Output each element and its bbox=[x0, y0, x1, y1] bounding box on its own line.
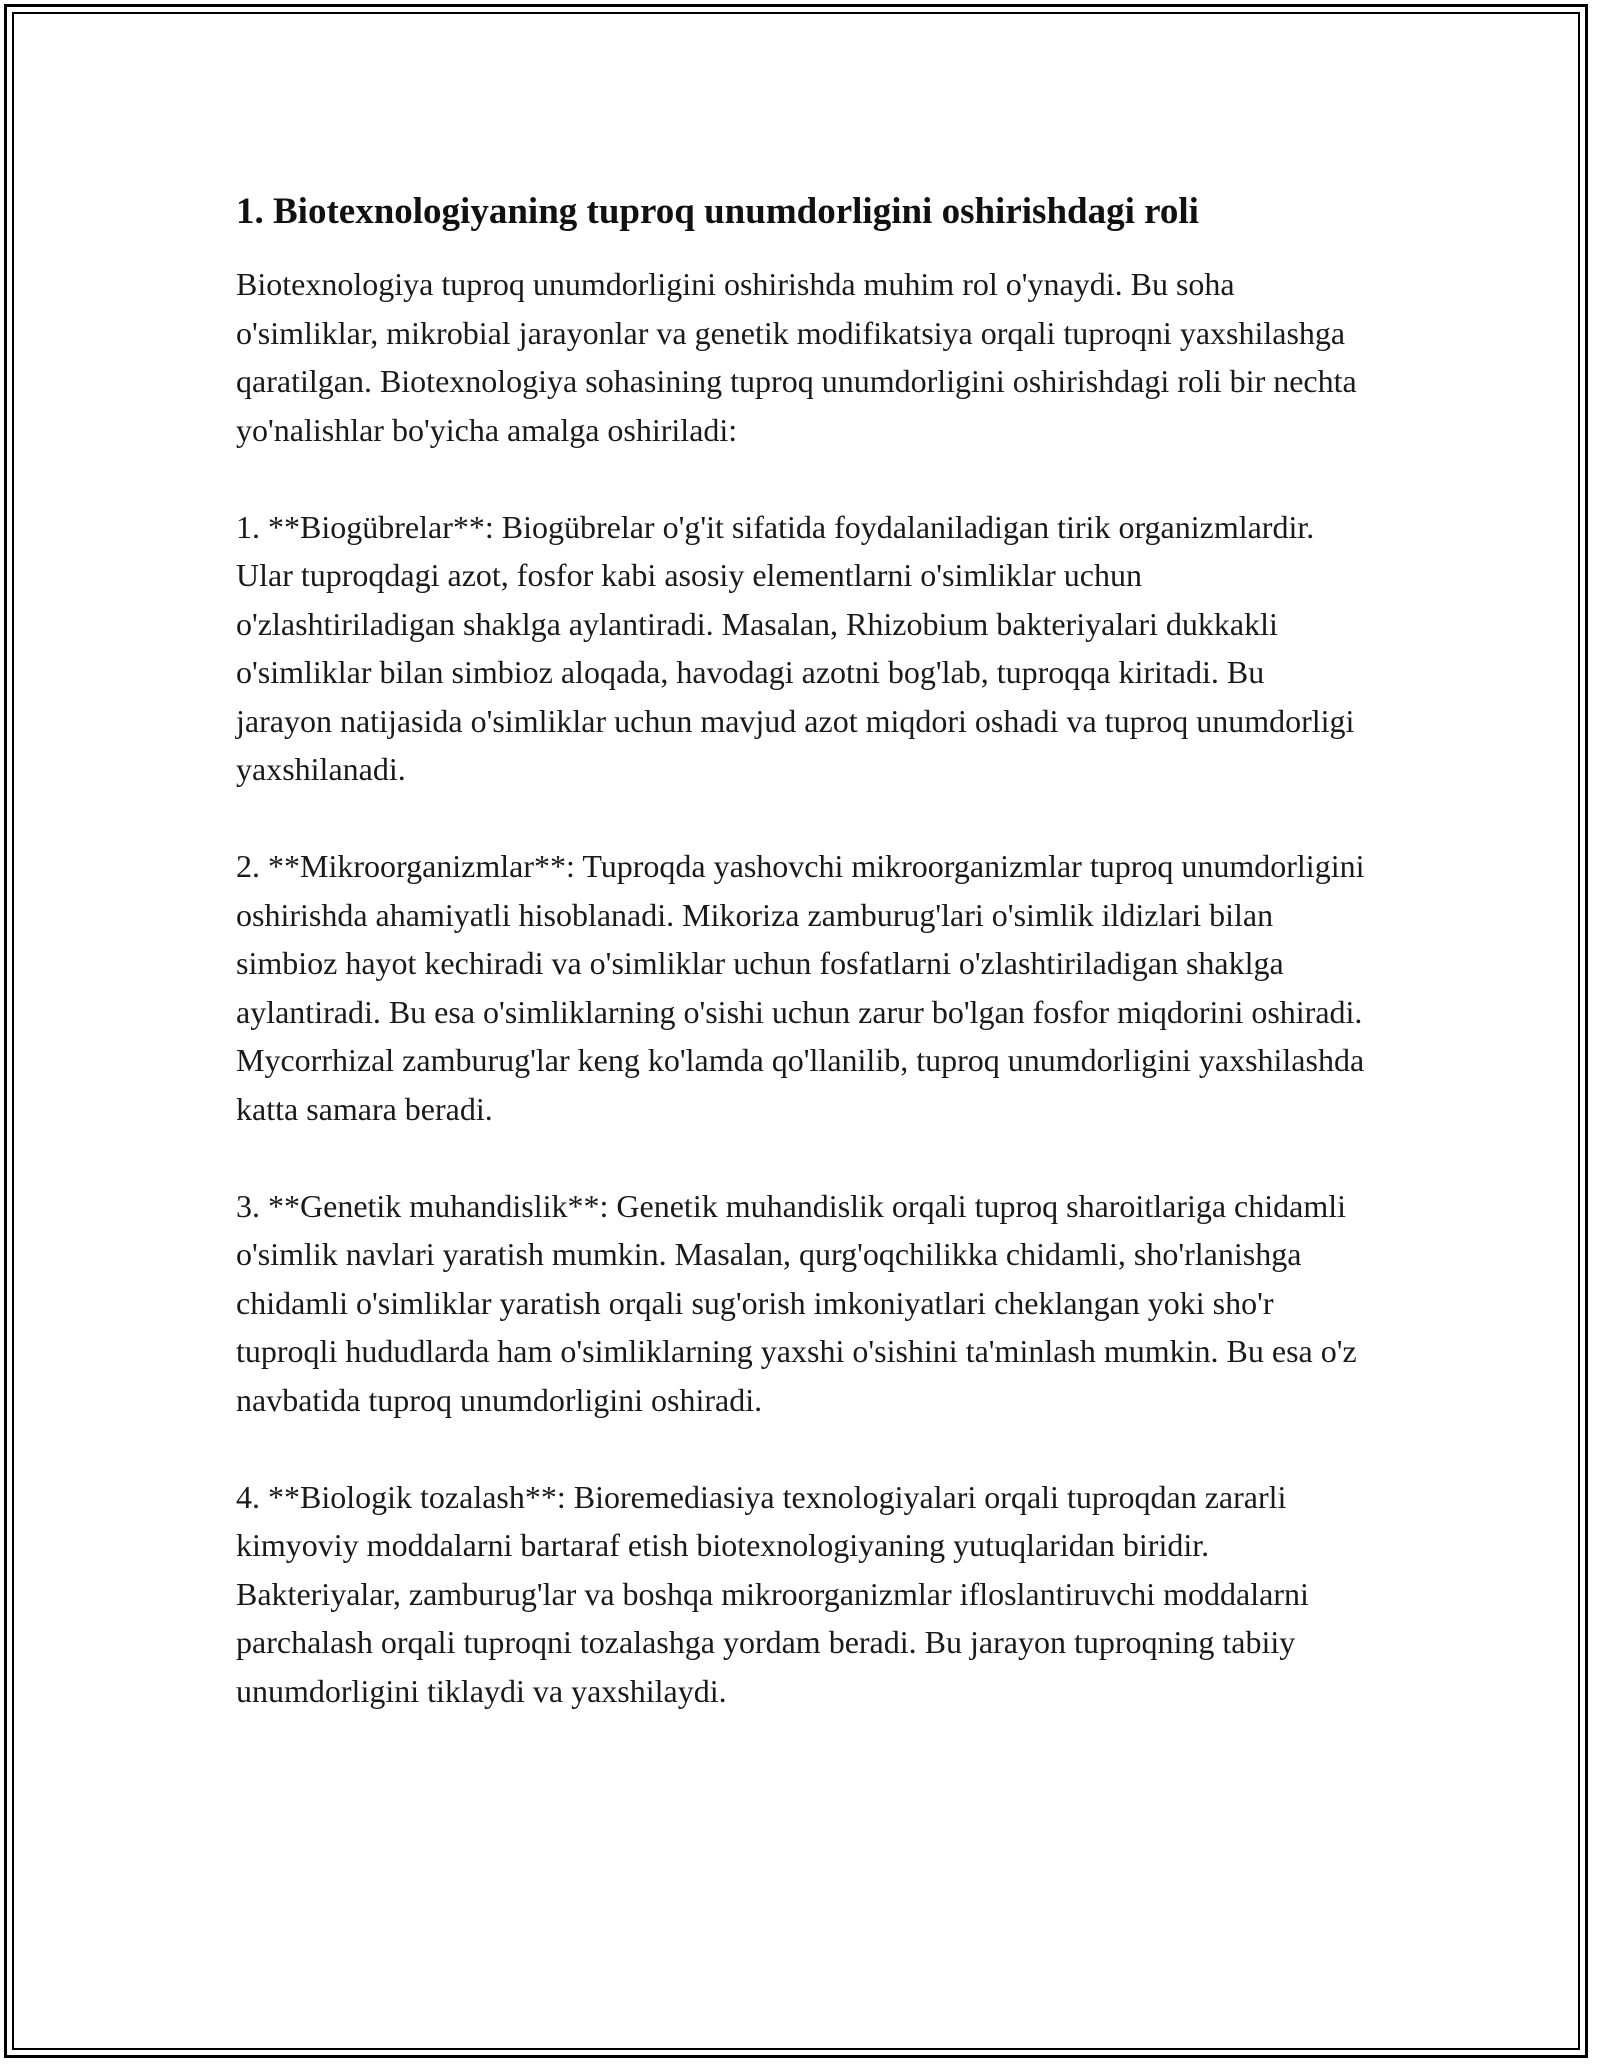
paragraph-biologik-tozalash: 4. **Biologik tozalash**: Bioremediasiya texnologiyalari orqali tuproqdan zararli kimyoviy moddalarni bartaraf etish biotexnologiyaning yutuqlaridan biridir. Bakteriyalar, zamburug'lar va boshqa mikroorganizmlar ifloslantiruvchi moddalarni parchalash orqali tuproqni tozalashga yordam beradi. Bu jarayon tuproqning tabiiy unumdorligini tiklaydi va yaxshilaydi. bbox=[236, 1478, 1309, 1709]
document-title: 1. Biotexnologiyaning tuproq unumdorligini oshirishdagi roli bbox=[236, 191, 1199, 232]
paragraph-genetik-muhandislik: 3. **Genetik muhandislik**: Genetik muhandislik orqali tuproq sharoitlariga chidamli o'simlik navlari yaratish mumkin. Masalan, qurg'oqchilikka chidamli, sho'rlanishga chidamli o'simliklar yaratish orqali sug'orish imkoniyatlari cheklangan yoki sho'r tuproqli hududlarda ham o'simliklarning yaxshi o'sishini ta'minlash mumkin. Bu esa o'z navbatida tuproq unumdorligini oshiradi. bbox=[236, 1187, 1357, 1418]
paragraph-intro: Biotexnologiya tuproq unumdorligini oshirishda muhim rol o'ynaydi. Bu soha o'simliklar, mikrobial jarayonlar va genetik modifikatsiya orqali tuproqni yaxshilashga qaratilgan. Biotexnologiya sohasining tuproq unumdorligini oshirishdagi roli bir nechta yo'nalishlar bo'yicha amalga oshiriladi: bbox=[236, 266, 1357, 448]
document-body bbox=[236, 186, 1366, 1764]
paragraph-biogubrelar: 1. **Biogübrelar**: Biogübrelar o'g'it sifatida foydalaniladigan tirik organizmlardir. Ular tuproqdagi azot, fosfor kabi asosiy elementlarni o'simliklar uchun o'zlashtiriladigan shaklga aylantiradi. Masalan, Rhizobium bakteriyalari dukkakli o'simliklar bilan simbioz aloqada, havodagi azotni bog'lab, tuproqqa kiritadi. Bu jarayon natijasida o'simliklar uchun mavjud azot miqdori oshadi va tuproq unumdorligi yaxshilanadi. bbox=[236, 508, 1355, 787]
paragraph-mikroorganizmlar: 2. **Mikroorganizmlar**: Tuproqda yashovchi mikroorganizmlar tuproq unumdorligini oshirishda ahamiyatli hisoblanadi. Mikoriza zamburug'lari o'simlik ildizlari bilan simbioz hayot kechiradi va o'simliklar uchun fosfatlarni o'zlashtiriladigan shaklga aylantiradi. Bu esa o'simliklarning o'sishi uchun zarur bo'lgan fosfor miqdorini oshiradi. Mycorrhizal zamburug'lar keng ko'lamda qo'llanilib, tuproq unumdorligini yaxshilashda katta samara beradi. bbox=[236, 848, 1365, 1127]
